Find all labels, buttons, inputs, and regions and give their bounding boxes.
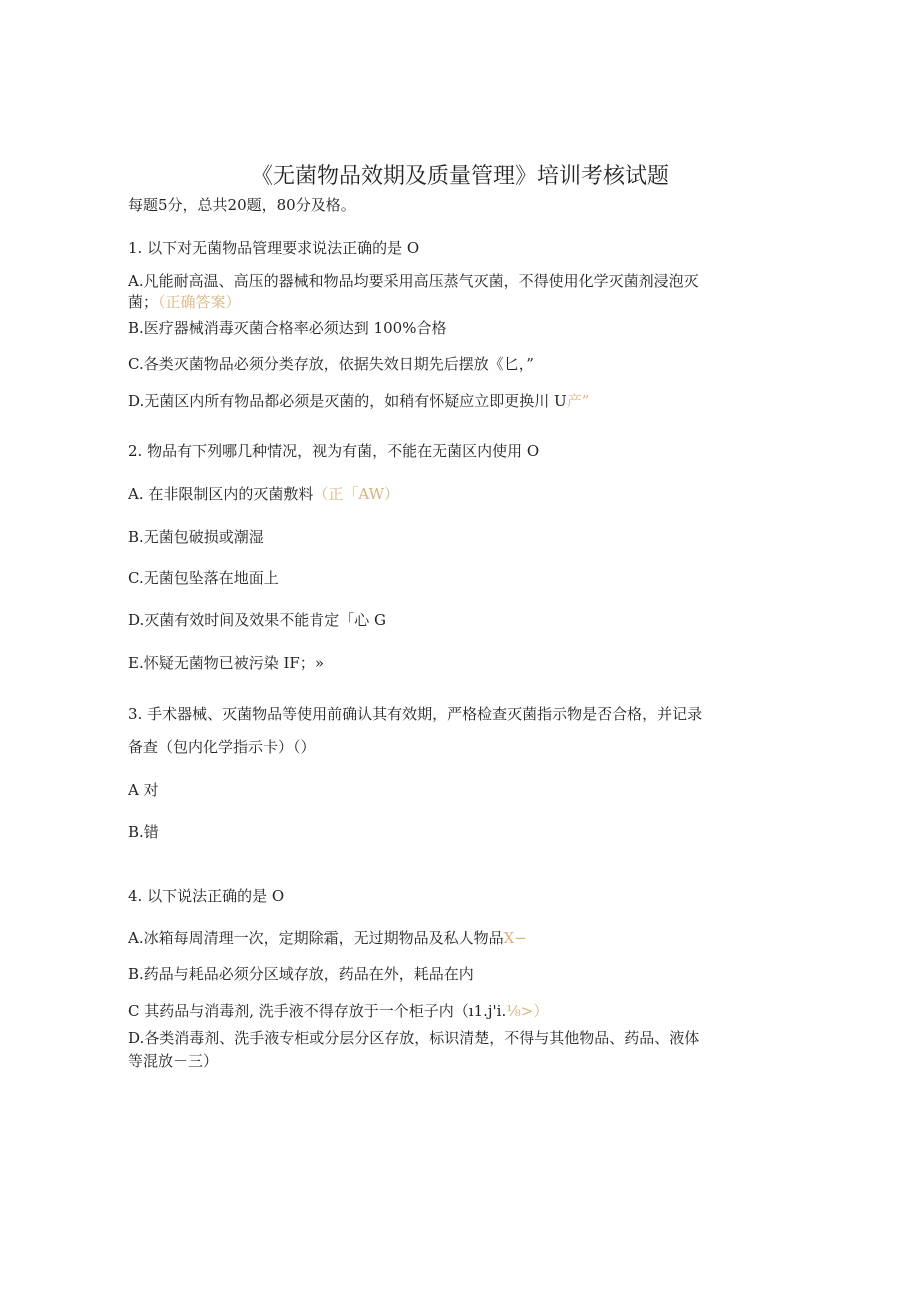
option-d-annotation: 产” [566,392,590,410]
option-a-annotation: （正「AW） [313,485,400,503]
option-e: E.怀疑无菌物已被污染 IF；» [128,654,324,672]
question-stem: 2. 物品有下列哪几种情况，视为有菌，不能在无菌区内使用 O [128,442,540,460]
option-a [128,928,527,948]
option-d: D.灭菌有效时间及效果不能肯定「心 G [128,611,387,629]
option-b: B.无菌包破损或潮湿 [128,528,264,546]
option-a-line2 [128,292,241,312]
correct-answer-annotation: （正确答案） [158,293,241,311]
option-b: B.医疗器械消毒灭菌合格率必须达到 100%合格 [128,319,447,337]
option-c: C.各类灭菌物品必须分类存放，依据失效日期先后摆放《匕，” [128,355,534,373]
intro-text: 每题5分，总共20题，80分及格。 [128,196,356,214]
option-a [128,484,399,504]
option-a-line1: A.凡能耐高温、高压的器械和物品均要采用高压蒸气灭菌，不得使用化学灭菌剂浸泡灭 [128,272,699,290]
question-stem-line1: 3. 手术器械、灭菌物品等使用前确认其有效期，严格检查灭菌指示物是否合格，并记录 [128,705,703,723]
option-d-line2: 等混放－三） [128,1052,219,1070]
option-c [128,1001,548,1021]
page-title: 《无菌物品效期及质量管理》培训考核试题 [250,164,669,189]
option-a: A 对 [128,781,159,799]
option-a-text: A. 在非限制区内的灭菌敷料 [128,485,314,503]
question-stem: 1. 以下对无菌物品管理要求说法正确的是 O [128,239,420,257]
option-d [128,391,589,411]
option-d-line1: D.各类消毒剂、洗手液专柜或分层分区存放，标识清楚，不得与其他物品、药品、液体 [128,1029,700,1047]
option-b: B.药品与耗品必须分区域存放，药品在外，耗品在内 [128,965,474,983]
option-b: B.错 [128,823,159,841]
option-a-line2-text: 菌； [128,293,159,311]
option-c-text: C 其药品与消毒剂, 洗手液不得存放于一个柜子内（ı1.j'i. [128,1002,507,1020]
option-c: C.无菌包坠落在地面上 [128,569,279,587]
question-stem-line2: 备查（包内化学指示卡）（） [128,738,316,756]
option-d-text: D.无菌区内所有物品都必须是灭菌的，如稍有怀疑应立即更换川 U [128,392,567,410]
question-stem: 4. 以下说法正确的是 O [128,887,285,905]
option-c-annotation: ⅛>） [506,1002,549,1020]
option-a-annotation: X− [503,929,527,947]
option-a-text: A.冰箱每周清理一次，定期除霜，无过期物品及私人物品 [128,929,504,947]
